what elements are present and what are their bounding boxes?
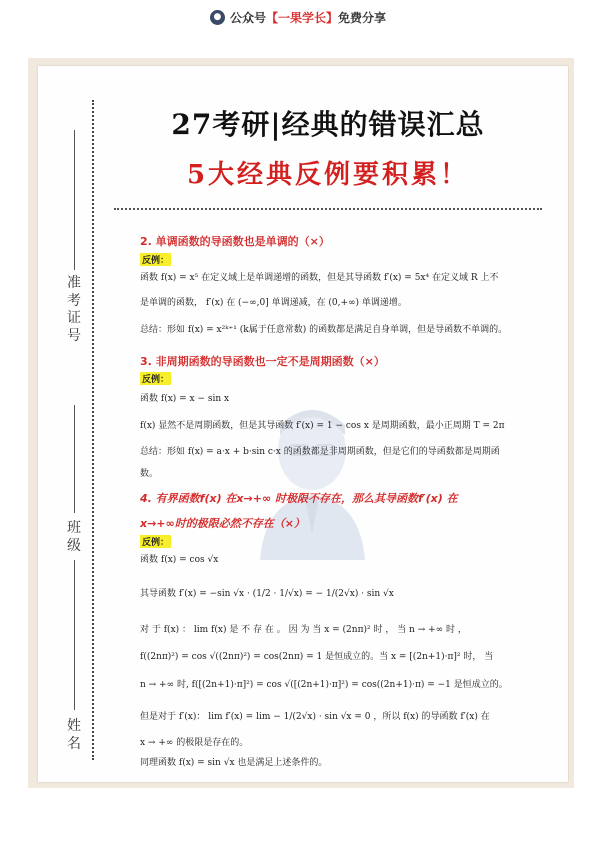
section-2-heading: 2. 单调函数的导函数也是单调的（×） — [140, 235, 330, 248]
section-4-line-1: 函数 f(x) = cos √x — [140, 555, 219, 565]
section-2-tag: 反例： — [140, 253, 171, 266]
section-4-line-5: n → +∞ 时, f([(2n+1)·π]²) = cos √([(2n+1)·π]²) = cos((2n+1)·π) = −1 是恒成立的。 — [140, 680, 508, 690]
sidebar-exam-line — [74, 130, 75, 270]
banner-text: 公众号【一果学长】免费分享 — [229, 10, 387, 25]
sidebar-name-label: 姓 名 — [67, 718, 81, 752]
section-4-line-7: x → +∞ 的极限是存在的。 — [140, 738, 249, 748]
section-4-heading-2: x→+∞时的极限必然不存在（×） — [140, 517, 305, 530]
section-4-line-6: 但是对于 f′(x)： lim f′(x) = lim − 1/(2√x) · sin √x = 0 ，所以 f(x) 的导函数 f′(x) 在 — [140, 712, 490, 722]
section-3-line-4: 数。 — [140, 469, 159, 479]
section-2-line-1: 函数 f(x) = x⁵ 在定义域上是单调递增的函数，但是其导函数 f′(x) = 5x⁴ 在定义域 R 上不 — [140, 273, 499, 283]
section-4-heading-1: 4. 有界函数f(x) 在x→+∞ 时极限不存在，那么其导函数f′(x) 在 — [140, 492, 458, 505]
section-4-line-4: f((2nπ)²) = cos √((2nπ)²) = cos(2nπ) = 1 是恒成立的。当 x = [(2n+1)·π]² 时， 当 — [140, 652, 494, 662]
section-3-line-3: 总结：形如 f(x) = a·x + b·sin c·x 的函数都是非周期函数，但是它们的导函数都是周期函 — [140, 447, 500, 457]
sidebar-exam-label: 准 考 证 号 — [67, 275, 81, 344]
top-banner — [0, 0, 596, 34]
page-subtitle: 5大经典反例要积累！ — [186, 160, 470, 190]
section-3-tag: 反例： — [140, 372, 171, 385]
sidebar-class-label: 班 级 — [67, 520, 81, 554]
section-4-line-3: 对 于 f(x) ： lim f(x) 是 不 存 在 。 因 为 当 x = (2nπ)² 时 ， 当 n → +∞ 时 ， — [140, 625, 467, 635]
section-3-heading: 3. 非周期函数的导函数也一定不是周期函数（×） — [140, 355, 385, 368]
binding-dotted-line — [92, 100, 94, 760]
section-4-line-2: 其导函数 f′(x) = −sin √x · (1/2 · 1/√x) = − 1/(2√x) · sin √x — [140, 589, 394, 599]
page-title: 27考研|经典的错误汇总 — [171, 108, 485, 141]
section-3-line-1: 函数 f(x) = x − sin x — [140, 394, 230, 404]
sidebar-class-line — [74, 405, 75, 513]
section-4-line-8: 同理函数 f(x) = sin √x 也是满足上述条件的。 — [140, 758, 328, 768]
wechat-avatar-icon: ● — [210, 10, 225, 25]
sidebar-name-line — [74, 560, 75, 710]
title-divider — [114, 208, 542, 210]
section-2-line-2: 是单调的函数， f′(x) 在 (−∞,0] 单调递减，在 (0,+∞) 单调递增。 — [140, 298, 407, 308]
section-2-line-3: 总结：形如 f(x) = x²ᵏ⁺¹ (k属于任意常数) 的函数都是满足自身单调，但是导函数不单调的。 — [140, 325, 508, 335]
section-4-tag: 反例： — [140, 535, 171, 548]
section-3-line-2: f(x) 显然不是周期函数，但是其导函数 f′(x) = 1 − cos x 是周期函数，最小正周期 T = 2π — [140, 421, 505, 431]
